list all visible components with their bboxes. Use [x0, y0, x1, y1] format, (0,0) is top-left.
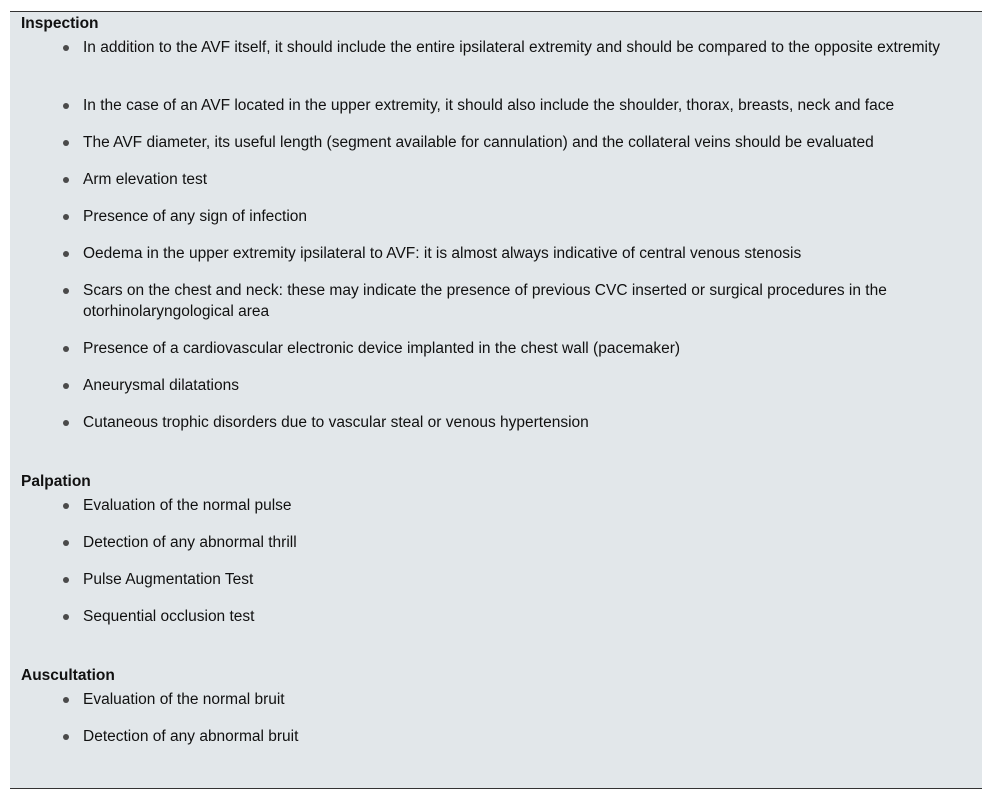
- list-item-text: Scars on the chest and neck: these may indicate the presence of previous CVC inserted or surgical procedures in the otorhinolaryngological area: [83, 282, 887, 320]
- list-item-text: Aneurysmal dilatations: [83, 377, 239, 394]
- section-title-auscultation: Auscultation: [21, 667, 115, 684]
- bullet-icon: [63, 734, 69, 740]
- list-item-text: In addition to the AVF itself, it should include the entire ipsilateral extremity and should be compared to the opposite extremity: [83, 39, 940, 56]
- list-item-text: Evaluation of the normal bruit: [83, 691, 285, 708]
- list-item-text: Detection of any abnormal bruit: [83, 728, 299, 745]
- examination-table: [10, 11, 982, 789]
- bullet-icon: [63, 103, 69, 109]
- bullet-icon: [63, 140, 69, 146]
- list-item-text: Evaluation of the normal pulse: [83, 497, 292, 514]
- list-item-text: Pulse Augmentation Test: [83, 571, 254, 588]
- bullet-icon: [63, 383, 69, 389]
- list-item-text: In the case of an AVF located in the upper extremity, it should also include the shoulder, thorax, breasts, neck and face: [83, 97, 895, 114]
- list-item-text: Sequential occlusion test: [83, 608, 255, 625]
- section-title-inspection: Inspection: [21, 15, 99, 32]
- bullet-icon: [63, 577, 69, 583]
- section-title-palpation: Palpation: [21, 473, 91, 490]
- list-item-text: Arm elevation test: [83, 171, 208, 188]
- bullet-icon: [63, 346, 69, 352]
- bullet-icon: [63, 214, 69, 220]
- bullet-icon: [63, 697, 69, 703]
- list-item-text: Presence of a cardiovascular electronic device implanted in the chest wall (pacemaker): [83, 340, 681, 357]
- list-item-text: Cutaneous trophic disorders due to vascular steal or venous hypertension: [83, 414, 589, 431]
- list-item-text: Detection of any abnormal thrill: [83, 534, 297, 551]
- list-item-text: Presence of any sign of infection: [83, 208, 308, 225]
- list-item-text: The AVF diameter, its useful length (segment available for cannulation) and the collateral veins should be evaluated: [83, 134, 874, 151]
- list-item-text: Oedema in the upper extremity ipsilateral to AVF: it is almost always indicative of central venous stenosis: [83, 245, 802, 262]
- bullet-icon: [63, 503, 69, 509]
- bullet-icon: [63, 177, 69, 183]
- bullet-icon: [63, 251, 69, 257]
- bullet-icon: [63, 288, 69, 294]
- bullet-icon: [63, 420, 69, 426]
- bullet-icon: [63, 614, 69, 620]
- bullet-icon: [63, 45, 69, 51]
- bullet-icon: [63, 540, 69, 546]
